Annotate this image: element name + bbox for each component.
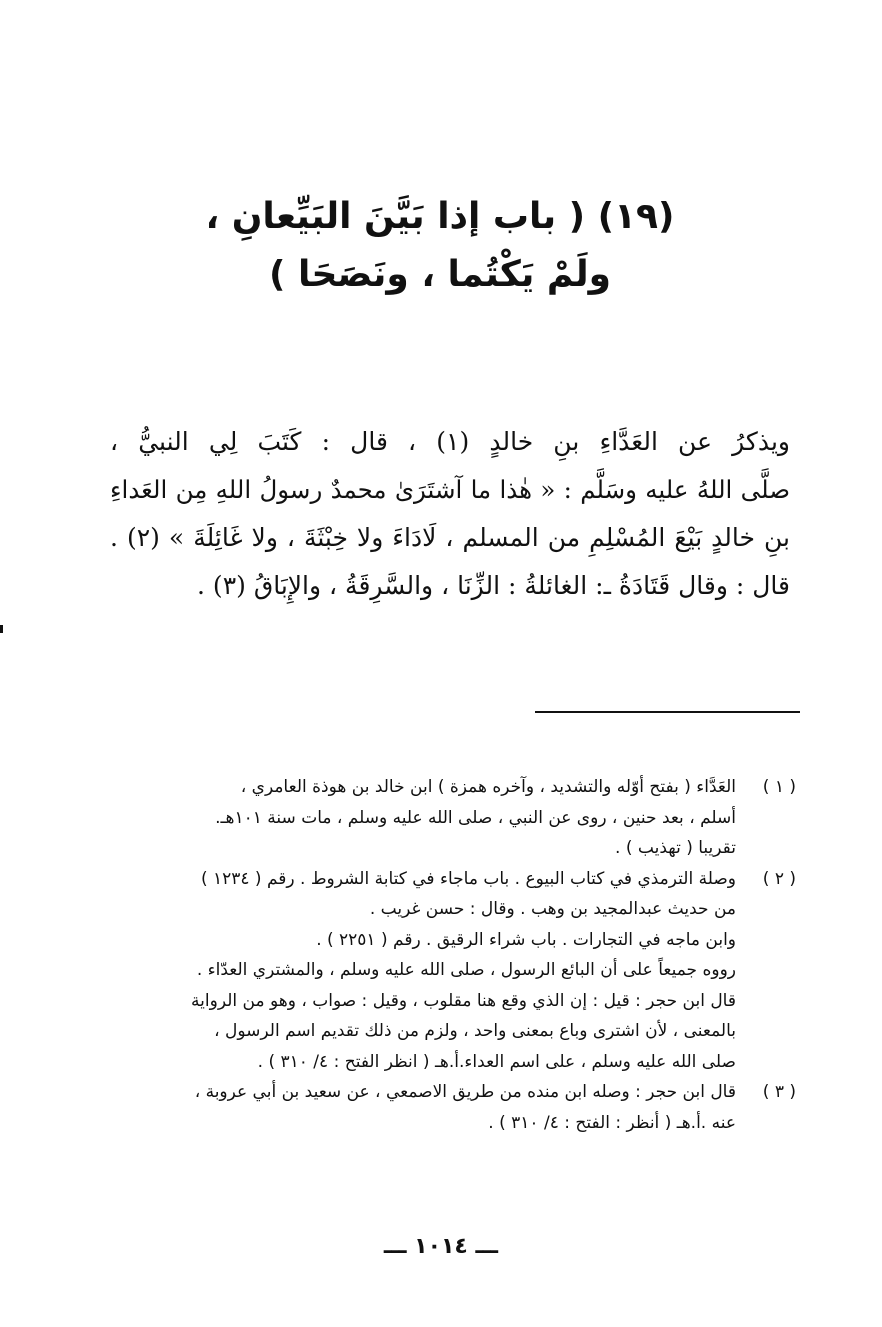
footnote-line: وصلة الترمذي في كتاب البيوع . باب ماجاء في كتابة الشروط . رقم ( ١٢٣٤ )	[200, 868, 736, 889]
main-text-line: ويذكرُ عن العَدَّاءِ بنِ خالدٍ (١) ، قال : كَتَبَ لِي النبيُّ ،	[110, 427, 790, 456]
footnote-line: أسلم ، بعد حنين ، روى عن النبي ، صلى الله عليه وسلم ، مات سنة ١٠١هـ.	[215, 807, 736, 828]
footnote-3	[128, 1077, 796, 1138]
footnote-line: العَدَّاء ( بفتح أوّله والتشديد ، وآخره همزة ) ابن خالد بن هوذة العامري ،	[240, 777, 736, 797]
main-text	[110, 418, 790, 610]
footnote-line: قال ابن حجر : قيل : إن الذي وقع هنا مقلوب ، وقيل : صواب ، وهو من الرواية	[191, 990, 736, 1011]
footnote-line: بالمعنى ، لأن اشترى وباع بمعنى واحد ، ولزم من ذلك تقديم اسم الرسول ،	[214, 1021, 736, 1041]
footnote-line: رووه جميعاً على أن البائع الرسول ، صلى الله عليه وسلم ، والمشتري العدّاء .	[196, 960, 736, 980]
margin-mark	[0, 625, 3, 633]
chapter-title-line-2: ولَمْ يَكْتُما ، ونَصَحَا )	[268, 254, 612, 295]
footnote-line: عنه .أ.هـ ( أنظر : الفتح : ٤/ ٣١٠ ) .	[488, 1112, 736, 1133]
main-text-line: بنِ خالدٍ بَيْعَ المُسْلِمِ من المسلم ، لَادَاءَ ولا خِبْثَةَ ، ولا غَائِلَةَ » (٢) .	[110, 523, 790, 552]
footnote-line: تقريبا ( تهذيب ) .	[615, 838, 736, 858]
main-text-line: صلَّى اللهُ عليه وسَلَّم : « هٰذا ما آشتَرَىٰ محمدٌ رسولُ اللهِ مِن العَداءِ	[110, 475, 790, 504]
chapter-title	[150, 188, 730, 304]
page-number: ـــ ١٠١٤ ـــ	[383, 1234, 499, 1259]
main-text-line: قال : وقال قَتَادَةُ ـ: الغائلةُ : الزِّنَا ، والسَّرِقَةُ ، والإِبَاقُ (٣) .	[197, 571, 790, 600]
footnote-separator	[535, 711, 800, 713]
footnote-1	[128, 772, 796, 864]
chapter-title-line-1: (١٩) ( باب إذا بَيَّنَ البَيِّعانِ ،	[205, 196, 675, 237]
footnote-number: ( ٢ )	[762, 868, 796, 889]
footnote-line: وابن ماجه في التجارات . باب شراء الرقيق . رقم ( ٢٢٥١ ) .	[316, 929, 736, 950]
footnote-number: ( ٣ )	[762, 1082, 796, 1102]
footnote-2	[128, 864, 796, 1078]
footnote-line: صلى الله عليه وسلم ، على اسم العداء.أ.هـ ( انظر الفتح : ٤/ ٣١٠ ) .	[257, 1051, 736, 1072]
footnotes	[128, 772, 796, 1138]
footnote-line: قال ابن حجر : وصله ابن منده من طريق الاصمعي ، عن سعيد بن أبي عروبة ،	[194, 1082, 736, 1102]
footnote-number: ( ١ )	[762, 777, 796, 797]
footnote-line: من حديث عبدالمجيد بن وهب . وقال : حسن غريب .	[369, 899, 736, 919]
